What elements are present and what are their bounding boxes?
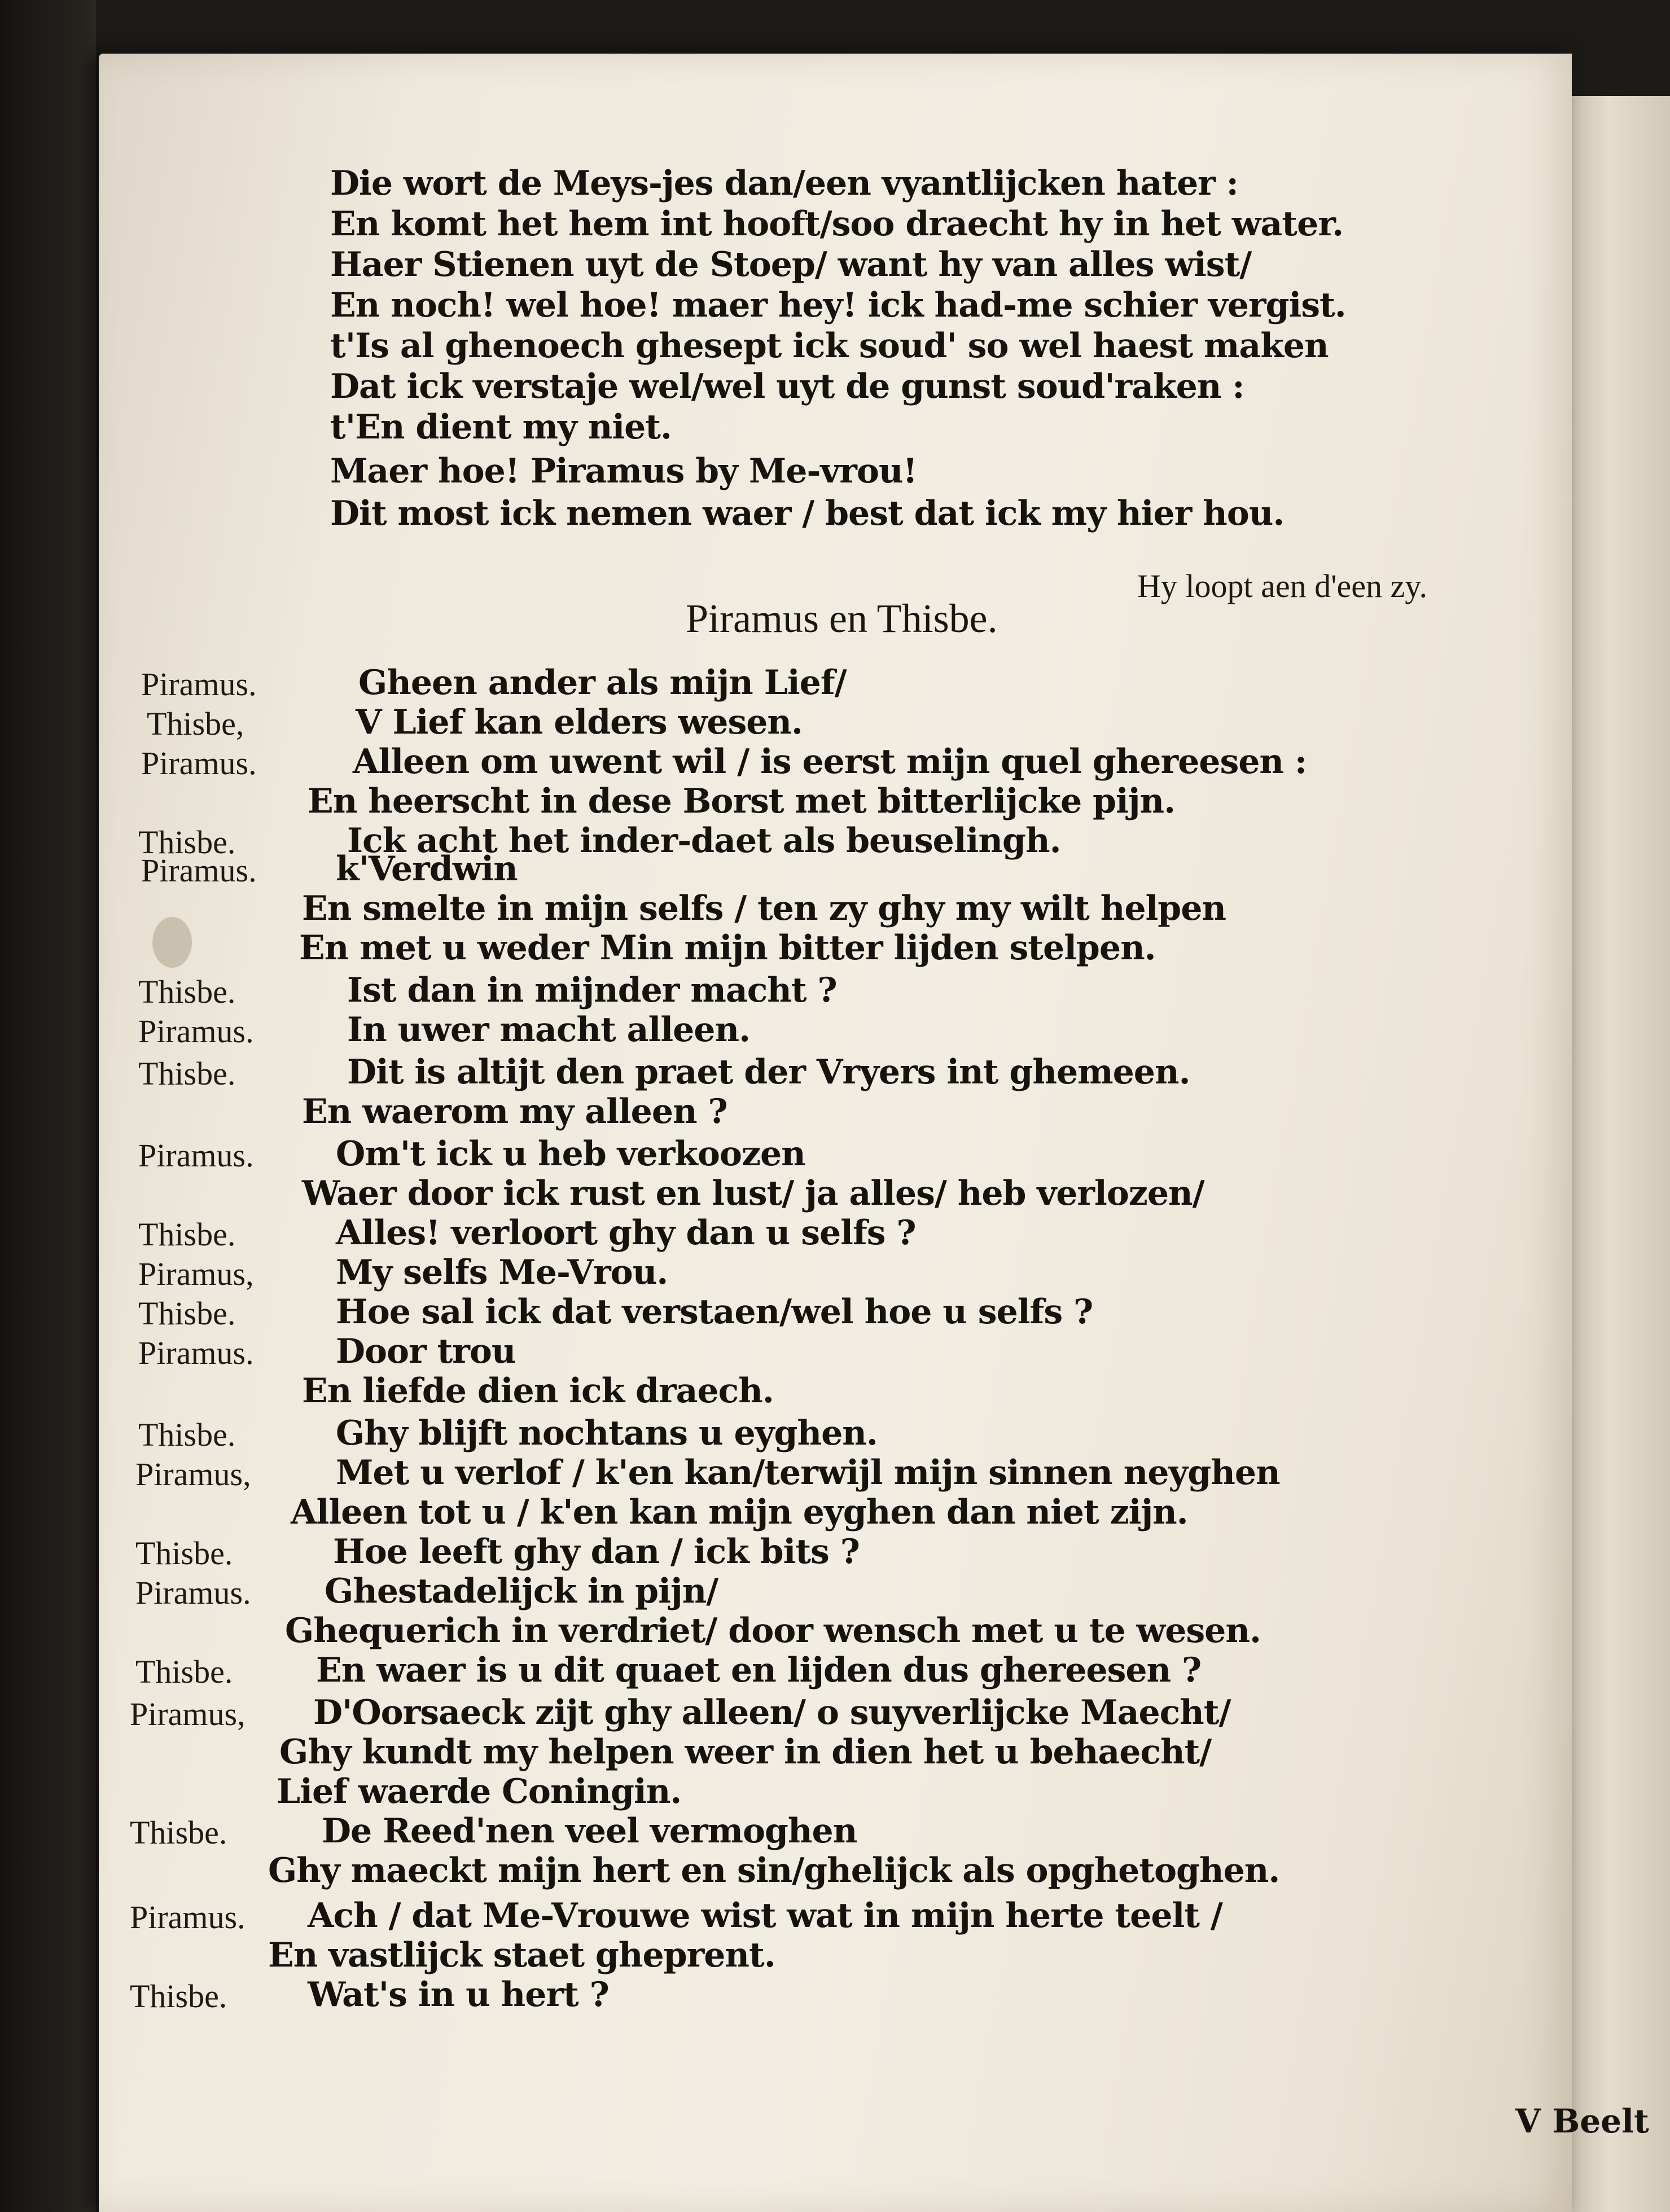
verse-line: Dit most ick nemen waer / best dat ick my hier hou. (330, 494, 1285, 533)
stage-direction: Hy loopt aen d'een zy. (1137, 568, 1428, 604)
dialogue-line: De Reed'nen veel vermoghen (322, 1811, 857, 1851)
speaker-name: Piramus. (141, 666, 257, 703)
dialogue-line: D'Oorsaeck zijt ghy alleen/ o suyverlijcke Maecht/ (313, 1693, 1231, 1732)
dialogue-line: Ick acht het inder-daet als beuselingh. (347, 821, 1061, 861)
dialogue-line: Wat's in u hert ? (308, 1975, 609, 2014)
speaker-name: Piramus. (130, 1899, 246, 1936)
dialogue-line: In uwer macht alleen. (347, 1010, 750, 1050)
speaker-name: Thisbe. (130, 1978, 227, 2014)
speaker-name: Thisbe. (138, 1295, 236, 1332)
speaker-name: Thisbe. (135, 1653, 233, 1690)
dialogue-line: Lief waerde Coningin. (277, 1772, 682, 1811)
speaker-name: Thisbe. (138, 1055, 236, 1092)
verse-line: Dat ick verstaje wel/wel uyt de gunst soud'raken : (330, 367, 1244, 406)
book-page (99, 54, 1649, 2212)
dialogue-line: Alles! verloort ghy dan u selfs ? (336, 1213, 916, 1253)
dialogue-line: k'Verdwin (336, 849, 518, 889)
dialogue-line: Ghy maeckt mijn hert en sin/ghelijck als opghetoghen. (268, 1851, 1280, 1890)
dialogue-line: Door trou (336, 1332, 516, 1371)
dialogue-line: Dit is altijt den praet der Vryers int ghemeen. (347, 1052, 1190, 1092)
dialogue-line: Gheen ander als mijn Lief/ (358, 663, 847, 703)
verse-line: Die wort de Meys-jes dan/een vyantlijcken hater : (330, 164, 1238, 203)
dialogue-line: Met u verlof / k'en kan/terwijl mijn sinnen neyghen (336, 1453, 1280, 1493)
dialogue-line: Ist dan in mijnder macht ? (347, 971, 837, 1010)
verse-line: En noch! wel hoe! maer hey! ick had-me schier vergist. (330, 286, 1346, 325)
dialogue-line: En smelte in mijn selfs / ten zy ghy my wilt helpen (302, 889, 1226, 928)
dialogue-line: En met u weder Min mijn bitter lijden stelpen. (299, 928, 1156, 968)
dialogue-line: V Lief kan elders wesen. (356, 703, 803, 742)
speaker-name: Piramus, (130, 1696, 246, 1732)
speaker-name: Piramus, (138, 1256, 254, 1292)
speaker-name: Thisbe, (147, 705, 244, 742)
dialogue-line: Hoe leeft ghy dan / ick bits ? (333, 1532, 860, 1572)
verse-line: Maer hoe! Piramus by Me-vrou! (330, 451, 917, 491)
verse-line: t'En dient my niet. (330, 407, 672, 447)
dialogue-line: My selfs Me-Vrou. (336, 1253, 668, 1292)
speaker-name: Thisbe. (138, 824, 236, 861)
verse-line: t'Is al ghenoech ghesept ick soud' so wel haest maken (330, 326, 1329, 366)
speaker-name: Piramus. (138, 1013, 254, 1050)
speaker-name: Piramus. (138, 1335, 254, 1371)
dialogue-line: Ghy blijft nochtans u eyghen. (336, 1414, 878, 1453)
dialogue-line: Ghestadelijck in pijn/ (325, 1572, 718, 1611)
dialogue-line: Hoe sal ick dat verstaen/wel hoe u selfs ? (336, 1292, 1093, 1332)
verse-line: Haer Stienen uyt de Stoep/ want hy van alles wist/ (330, 245, 1252, 284)
dialogue-line: Ghy kundt my helpen weer in dien het u behaecht/ (279, 1732, 1212, 1772)
dialogue-line: Alleen om uwent wil / is eerst mijn quel ghereesen : (353, 742, 1307, 782)
dialogue-line: Om't ick u heb verkoozen (336, 1134, 805, 1174)
desk-background (0, 0, 96, 2212)
speaker-name: Piramus. (138, 1137, 254, 1174)
dialogue-line: En vastlijck staet gheprent. (268, 1936, 775, 1975)
dialogue-line: En liefde dien ick draech. (302, 1371, 774, 1411)
speaker-name: Thisbe. (135, 1535, 233, 1572)
dialogue-line: En heerscht in dese Borst met bitterlijcke pijn. (308, 782, 1176, 821)
speaker-name: Thisbe. (130, 1814, 227, 1851)
verse-line: En komt het hem int hooft/soo draecht hy in het water. (330, 204, 1344, 244)
dialogue-line: Ach / dat Me-Vrouwe wist wat in mijn herte teelt / (308, 1896, 1222, 1936)
speaker-name: Piramus. (141, 745, 257, 782)
speaker-name: Thisbe. (138, 1416, 236, 1453)
paper-stain (152, 917, 192, 968)
speaker-name: Thisbe. (138, 1216, 236, 1253)
dialogue-line: Ghequerich in verdriet/ door wensch met u te wesen. (285, 1611, 1261, 1651)
catchword: V Beelt (1515, 2102, 1649, 2140)
facing-page-edge (1569, 96, 1670, 2212)
dialogue-line: En waer is u dit quaet en lijden dus ghereesen ? (316, 1651, 1202, 1690)
dialogue-line: En waerom my alleen ? (302, 1092, 727, 1131)
speaker-name: Thisbe. (138, 973, 236, 1010)
speaker-name: Piramus. (141, 852, 257, 889)
scene-heading: Piramus en Thisbe. (686, 596, 998, 641)
dialogue-line: Alleen tot u / k'en kan mijn eyghen dan niet zijn. (291, 1493, 1188, 1532)
speaker-name: Piramus, (135, 1456, 251, 1493)
speaker-name: Piramus. (135, 1574, 251, 1611)
dialogue-line: Waer door ick rust en lust/ ja alles/ heb verlozen/ (302, 1174, 1204, 1213)
